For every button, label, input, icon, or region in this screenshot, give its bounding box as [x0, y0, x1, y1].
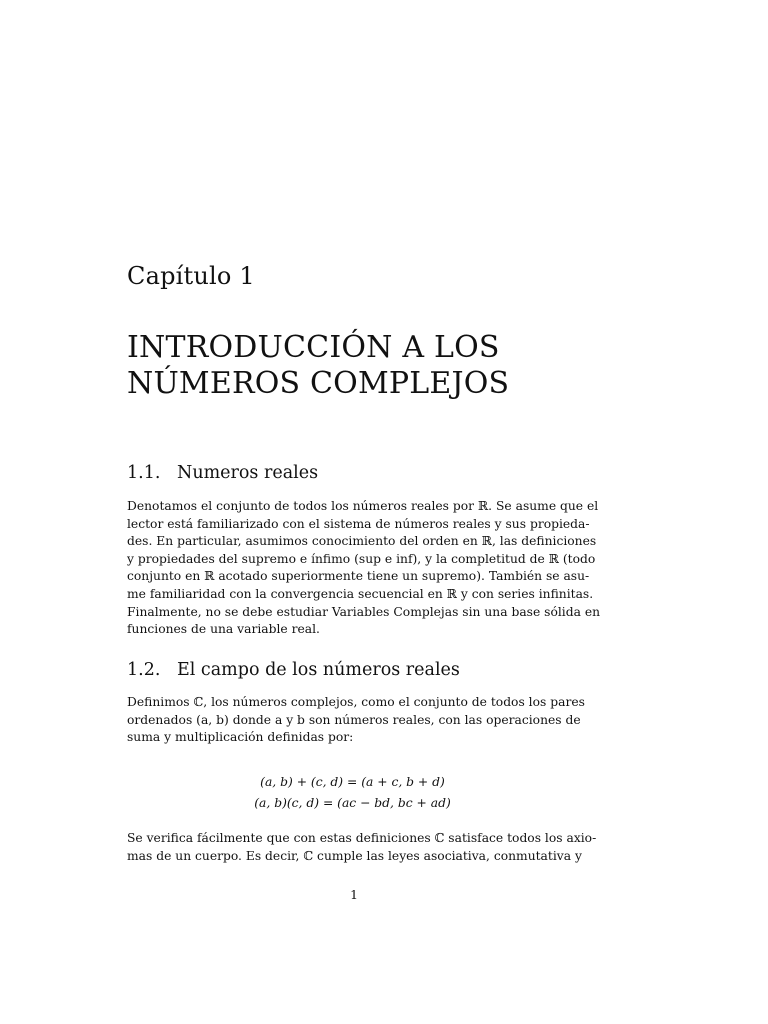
paragraph	[127, 830, 597, 865]
equation-sum: (a, b) + (c, d) = (a + c, b + d)	[260, 775, 445, 789]
chapter-title-line: NÚMEROS COMPLEJOS	[127, 366, 510, 401]
section-title: Numeros reales	[177, 463, 319, 483]
section-heading	[127, 658, 460, 682]
text-line: funciones de una variable real.	[127, 622, 320, 637]
text-line: mas de un cuerpo. Es decir, ℂ cumple las leyes asociativa, conmutativa y	[127, 848, 582, 863]
paragraph	[127, 498, 601, 639]
section-heading	[127, 461, 318, 485]
section-number: 1.2.	[127, 660, 161, 680]
page-number: 1	[350, 888, 358, 902]
paragraph	[127, 694, 585, 747]
text-line: ordenados (a, b) donde a y b son números reales, con las operaciones de	[127, 712, 581, 727]
section-number: 1.1.	[127, 463, 161, 483]
text-line: lector está familiarizado con el sistema de números reales y sus propieda-	[127, 516, 590, 531]
text-line: y propiedades del supremo e ínfimo (sup e inf), y la completitud de ℝ (todo	[127, 551, 596, 566]
text-line: Se verifica fácilmente que con estas definiciones ℂ satisface todos los axio-	[127, 831, 597, 845]
text-line: me familiaridad con la convergencia secuencial en ℝ y con series infinitas.	[127, 586, 594, 601]
chapter-title-line: INTRODUCCIÓN A LOS	[127, 330, 500, 365]
chapter-title	[127, 330, 587, 402]
text-line: Finalmente, no se debe estudiar Variables Complejas sin una base sólida en	[127, 604, 601, 619]
text-line: Definimos ℂ, los números complejos, como el conjunto de todos los pares	[127, 695, 585, 709]
section-title: El campo de los números reales	[177, 660, 460, 680]
text-line: suma y multiplicación definidas por:	[127, 730, 354, 745]
equation-block	[127, 772, 578, 814]
equation-product: (a, b)(c, d) = (ac − bd, bc + ad)	[254, 796, 451, 810]
text-line: conjunto en ℝ acotado superiormente tiene un supremo). También se asu-	[127, 569, 590, 584]
text-line: des. En particular, asumimos conocimiento del orden en ℝ, las definiciones	[127, 534, 597, 549]
chapter-label: Capítulo 1	[127, 262, 255, 290]
text-line: Denotamos el conjunto de todos los números reales por ℝ. Se asume que el	[127, 499, 599, 513]
